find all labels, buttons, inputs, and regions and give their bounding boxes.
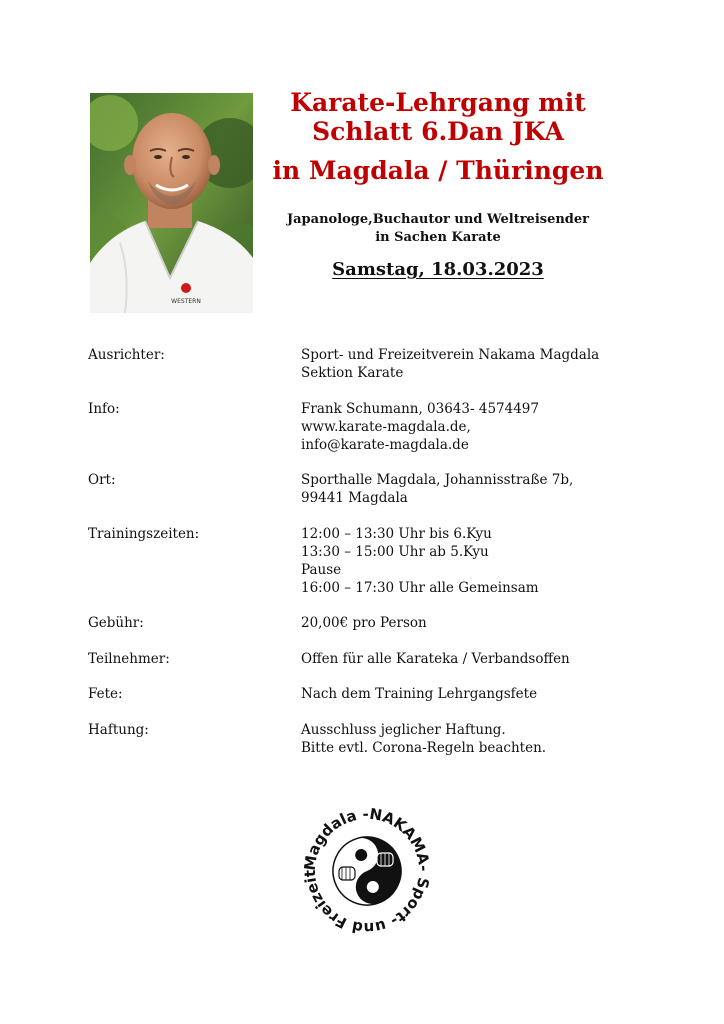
detail-label: Info: (88, 401, 120, 417)
event-date: Samstag, 18.03.2023 (332, 259, 544, 280)
detail-label: Fete: (88, 686, 123, 702)
detail-value (301, 400, 631, 454)
title-line-2: Schlatt 6.Dan JKA (312, 117, 564, 146)
detail-label: Haftung: (88, 722, 149, 738)
logo-ring-text: Magdala -NAKAMA- Sport- und Freizeit (300, 804, 434, 938)
detail-line: Ausschluss jeglicher Haftung. (301, 722, 506, 738)
yin-yang-icon (323, 827, 410, 914)
detail-line: Pause (301, 562, 342, 578)
detail-label: Gebühr: (88, 615, 144, 631)
portrait-illustration (90, 93, 253, 313)
title-line-3: in Magdala / Thüringen (272, 156, 604, 185)
detail-value (301, 471, 631, 507)
detail-line: 16:00 – 17:30 Uhr alle Gemeinsam (301, 580, 539, 596)
subtitle-line-1: Japanologe,Buchautor und Weltreisender (286, 212, 590, 227)
detail-label: Teilnehmer: (88, 651, 170, 667)
detail-value (301, 685, 631, 703)
title-line-1: Karate-Lehrgang mit (290, 88, 586, 117)
detail-line: Nach dem Training Lehrgangsfete (301, 686, 538, 702)
subtitle-line-2: in Sachen Karate (375, 230, 501, 245)
fist-icon-left (339, 867, 355, 880)
detail-value (301, 614, 631, 632)
website-link[interactable]: www.karate-magdala.de, (301, 419, 471, 435)
detail-value (301, 346, 631, 382)
detail-line: 12:00 – 13:30 Uhr bis 6.Kyu (301, 526, 492, 542)
yin-yang-seal-icon (297, 801, 437, 941)
detail-line: Frank Schumann, 03643- 4574497 (301, 401, 539, 417)
detail-line: Sporthalle Magdala, Johannisstraße 7b, (301, 472, 574, 488)
detail-value (301, 721, 631, 757)
detail-line: Sektion Karate (301, 365, 404, 381)
gi-badge-text: WESTERN (171, 298, 201, 305)
detail-line: 13:30 – 15:00 Uhr ab 5.Kyu (301, 544, 489, 560)
detail-value (301, 650, 631, 668)
email-link[interactable]: info@karate-magdala.de (301, 437, 469, 453)
detail-label: Ausrichter: (88, 347, 165, 363)
detail-line: 20,00€ pro Person (301, 615, 427, 631)
detail-line: 99441 Magdala (301, 490, 408, 506)
detail-value (301, 525, 631, 597)
detail-label: Trainingszeiten: (88, 526, 200, 542)
detail-line: Bitte evtl. Corona-Regeln beachten. (301, 740, 547, 756)
page-title (268, 88, 608, 185)
fist-icon-right (377, 853, 393, 866)
club-logo (297, 801, 437, 941)
detail-line: Sport- und Freizeitverein Nakama Magdala (301, 347, 600, 363)
subtitle (268, 211, 608, 247)
portrait-photo (90, 93, 253, 313)
detail-line: Offen für alle Karateka / Verbandsoffen (301, 651, 570, 667)
detail-label: Ort: (88, 472, 116, 488)
